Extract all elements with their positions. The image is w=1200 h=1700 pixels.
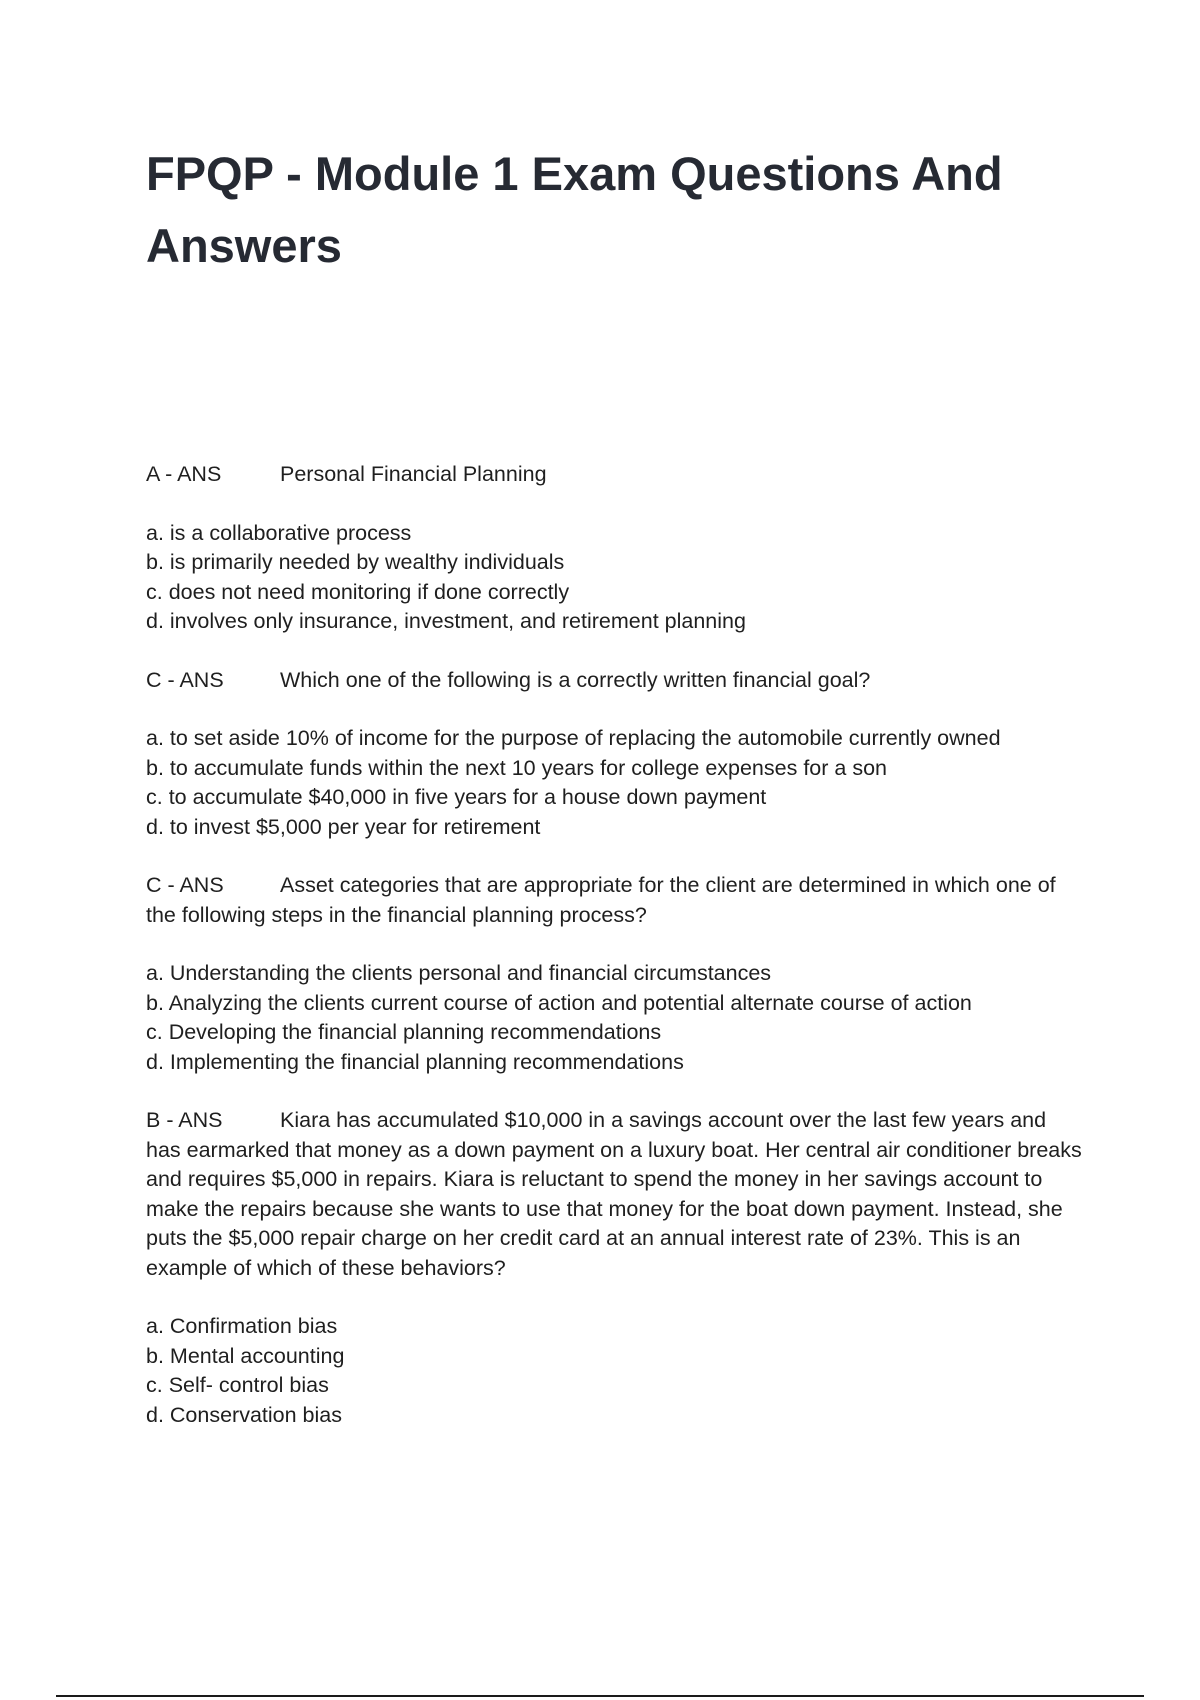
option-item: a. to set aside 10% of income for the purpose of replacing the automobile currently owned [146,726,1001,750]
option-item: b. to accumulate funds within the next 10 years for college expenses for a son [146,755,887,780]
option-item: c. does not need monitoring if done correctly [146,579,570,604]
option-list [146,724,1086,842]
question-body: Which one of the following is a correctly written financial goal? [280,667,871,692]
option-item: d. involves only insurance, investment, and retirement planning [146,609,746,633]
option-item: a. Confirmation bias [146,1314,338,1338]
question-body: Asset categories that are appropriate for the client are determined in which one of the following steps in the financial planning process? [146,873,1056,927]
option-item: c. to accumulate $40,000 in five years for a house down payment [146,785,767,809]
option-item: b. is primarily needed by wealthy individuals [146,550,565,574]
answer-label: B - ANS [146,1108,223,1132]
question-text [146,871,1086,930]
option-item: d. Implementing the financial planning recommendations [146,1049,684,1074]
option-list [146,959,1086,1077]
qa-item [146,1106,1086,1430]
qa-item [146,460,1086,637]
option-item: a. Understanding the clients personal and financial circumstances [146,961,772,985]
question-text [146,460,1086,490]
option-item: d. to invest $5,000 per year for retirement [146,814,541,839]
answer-label: C - ANS [146,873,224,897]
option-item: c. Self- control bias [146,1373,329,1397]
answer-label: C - ANS [146,667,224,692]
option-list [146,1312,1086,1430]
document-title: FPQP - Module 1 Exam Questions And Answers [146,147,1003,272]
qa-item [146,871,1086,1077]
footer-divider [56,1695,1144,1697]
qa-list [146,460,1086,1459]
option-item: a. is a collaborative process [146,520,412,545]
option-item: b. Mental accounting [146,1343,345,1368]
option-item: d. Conservation bias [146,1402,342,1427]
question-body: Personal Financial Planning [280,462,547,486]
option-item: b. Analyzing the clients current course of action and potential alternate course of action [146,990,972,1015]
option-list [146,519,1086,637]
question-text [146,666,1086,696]
question-text [146,1106,1086,1283]
answer-label: A - ANS [146,462,222,486]
qa-item [146,666,1086,843]
option-item: c. Developing the financial planning recommendations [146,1020,662,1044]
question-body: Kiara has accumulated $10,000 in a savings account over the last few years and has earmarked that money as a down payment on a luxury boat. Her central air conditioner breaks and requires $5,000 in repairs. Kiara is reluctant to spend the money in her savings account to make the repairs because she wants to use that money for the boat down payment. Instead, she puts the $5,000 repair charge on her credit card at an annual interest rate of 23%. This is an example of which of these behaviors? [146,1108,1082,1280]
